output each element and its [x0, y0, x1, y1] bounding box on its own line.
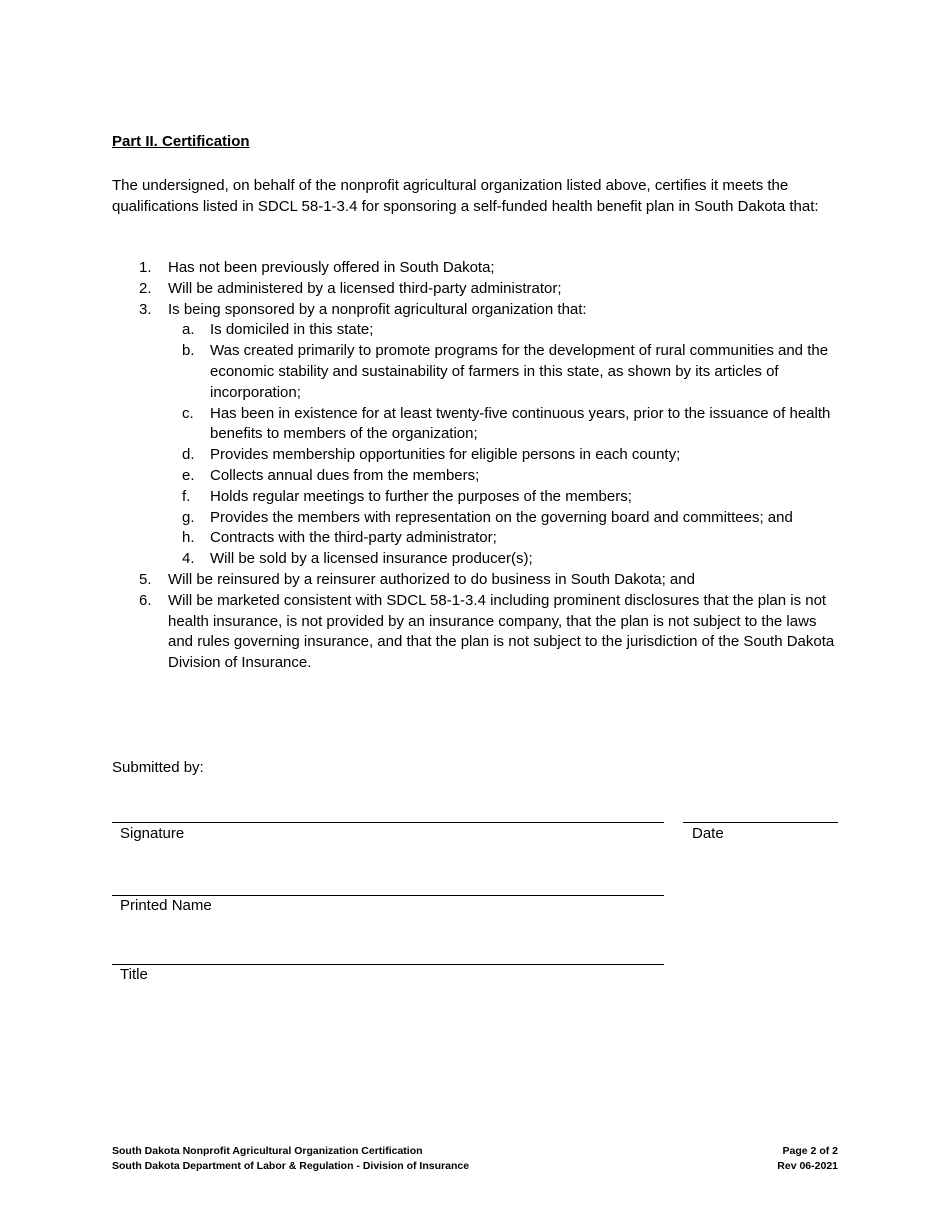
qualifications-list: [112, 258, 842, 674]
section-heading: Part II. Certification: [112, 133, 250, 150]
sub-list-item-letter: h.: [182, 529, 195, 547]
list-item-text: Will be marketed consistent with SDCL 58-1-3.4 including prominent disclosures that the plan is not health insurance, is not provided by an insurance company, that the plan is not subject to the laws and rules governing insurance, and that the plan is not subject to the jurisdiction of the South Dakota Division of Insurance.: [168, 591, 835, 672]
footer-form-name: South Dakota Nonprofit Agricultural Organization Certification: [112, 1145, 423, 1157]
footer-right: [777, 1144, 838, 1174]
sub-list-item-text: Collects annual dues from the members;: [210, 466, 480, 484]
footer-revision: Rev 06-2021: [777, 1160, 838, 1172]
footer-page-number: Page 2 of 2: [782, 1145, 838, 1157]
signature-line[interactable]: [112, 822, 664, 823]
list-item-number: 5.: [139, 570, 152, 588]
sub-list-item-text: Provides membership opportunities for eligible persons in each county;: [210, 446, 681, 464]
sub-list-item-text: Has been in existence for at least twenty-five continuous years, prior to the issuance of health benefits to members of the organization;: [210, 404, 831, 443]
sub-list-item-text: Is domiciled in this state;: [210, 321, 374, 339]
sub-list-item-text: Was created primarily to promote programs for the development of rural communities and the economic stability and sustainability of farmers in this state, as shown by its articles of incorporation;: [210, 342, 829, 401]
list-item-number: 1.: [139, 259, 152, 276]
sub-list-item-letter: b.: [182, 342, 195, 360]
sub-list-item-text: Holds regular meetings to further the purposes of the members;: [210, 487, 632, 505]
sub-list-item-text: Will be sold by a licensed insurance producer(s);: [210, 550, 533, 568]
title-line[interactable]: [112, 964, 664, 965]
list-item: [112, 570, 842, 591]
list-item: [112, 300, 842, 321]
sub-list-item-letter: g.: [182, 508, 195, 526]
list-item-number: 2.: [139, 279, 152, 297]
sub-list-item-letter: c.: [182, 404, 194, 422]
sub-list-item-letter: e.: [182, 466, 195, 484]
sub-list-item-letter: f.: [182, 487, 191, 505]
date-line[interactable]: [683, 822, 838, 823]
sub-list-item: [112, 404, 842, 446]
list-item: [112, 258, 842, 279]
sub-list-item: [112, 508, 842, 529]
sub-list-item: [112, 320, 842, 341]
list-item-text: Is being sponsored by a nonprofit agricultural organization that:: [168, 300, 587, 318]
sub-list-item: [112, 549, 842, 570]
sub-list-item-letter: 4.: [182, 550, 195, 568]
footer-left: [112, 1144, 469, 1174]
list-item-number: 3.: [139, 300, 152, 318]
date-label: Date: [692, 825, 724, 842]
submitted-by-label: Submitted by:: [112, 759, 204, 776]
signature-label: Signature: [120, 825, 185, 842]
list-item-number: 6.: [139, 591, 152, 609]
sub-list-item: [112, 445, 842, 466]
printed-name-label: Printed Name: [120, 897, 212, 914]
footer-department: South Dakota Department of Labor & Regulation - Division of Insurance: [112, 1160, 470, 1172]
sub-list-item-text: Provides the members with representation on the governing board and committees; and: [210, 508, 793, 526]
intro-paragraph: The undersigned, on behalf of the nonprofit agricultural organization listed above, certifies it meets the qualifications listed in SDCL 58-1-3.4 for sponsoring a self-funded health benefit plan in South Dakota that:: [112, 177, 819, 215]
printed-name-line[interactable]: [112, 895, 664, 896]
list-item: [112, 279, 842, 300]
sub-list-item: [112, 466, 842, 487]
list-item: [112, 591, 842, 674]
list-item-text: Will be reinsured by a reinsurer authorized to do business in South Dakota; and: [168, 570, 695, 588]
sub-list-item: [112, 341, 842, 403]
sub-list-item: [112, 487, 842, 508]
list-item-text: Will be administered by a licensed third-party administrator;: [168, 279, 562, 297]
sub-list-item-letter: d.: [182, 446, 195, 464]
sub-list-item-letter: a.: [182, 321, 195, 339]
list-item-text: Has not been previously offered in South Dakota;: [168, 259, 495, 276]
title-label: Title: [120, 966, 148, 983]
sub-list-item-text: Contracts with the third-party administrator;: [210, 529, 497, 547]
sub-list-item: [112, 528, 842, 549]
